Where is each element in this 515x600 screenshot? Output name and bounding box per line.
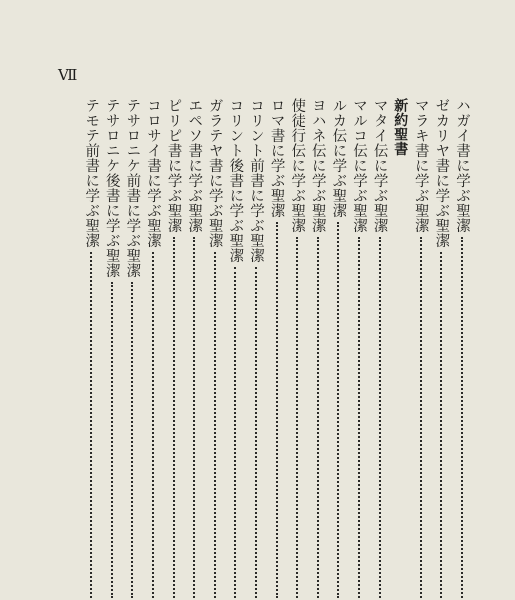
toc-entry-title: テモテ前書に学ぶ聖潔: [83, 98, 100, 248]
toc-entry-title: コリント後書に学ぶ聖潔: [227, 98, 244, 263]
toc-entry: [205, 98, 225, 598]
dot-leader: [276, 222, 278, 598]
toc-entry-title: ガラテヤ書に学ぶ聖潔: [206, 98, 223, 248]
toc-entry: [122, 98, 142, 598]
dot-leader: [111, 282, 113, 598]
toc-entry: [411, 98, 431, 598]
toc-entry-title: ルカ伝に学ぶ聖潔: [330, 98, 347, 218]
toc-entry: [81, 98, 101, 598]
table-of-contents: [0, 98, 515, 598]
toc-entry: [267, 98, 287, 598]
toc-entry-title: マラキ書に学ぶ聖潔: [412, 98, 429, 233]
toc-entry-title: ハガイ書に学ぶ聖潔: [454, 98, 470, 233]
dot-leader: [131, 282, 133, 598]
toc-entry: [184, 98, 204, 598]
toc-entry-title: ロマ書に学ぶ聖潔: [268, 98, 285, 218]
toc-entry-title: コリント前書に学ぶ聖潔: [248, 98, 264, 263]
toc-entry-title: コロサイ書に学ぶ聖潔: [145, 98, 161, 248]
dot-leader: [193, 237, 195, 598]
toc-entry-title: テサロニケ前書に学ぶ聖潔: [124, 98, 141, 278]
dot-leader: [461, 237, 463, 598]
section-heading-title: 新約聖書: [392, 98, 409, 156]
toc-entry: [102, 98, 122, 598]
page-number: Ⅶ: [58, 68, 79, 84]
toc-entry: [246, 98, 266, 598]
toc-entry-title: ヨハネ伝に学ぶ聖潔: [309, 98, 326, 233]
toc-entry: [164, 98, 184, 598]
toc-entry: [349, 98, 369, 598]
toc-entry: [225, 98, 245, 598]
dot-leader: [337, 222, 339, 598]
toc-entry: [143, 98, 163, 598]
toc-entry: [370, 98, 390, 598]
toc-entry: [452, 98, 472, 598]
toc-entry-title: ゼカリヤ書に学ぶ聖潔: [433, 98, 450, 248]
toc-entry: [431, 98, 451, 598]
dot-leader: [90, 252, 92, 598]
toc-entry-title: マタイ伝に学ぶ聖潔: [371, 98, 388, 233]
dot-leader: [152, 252, 154, 598]
dot-leader: [296, 237, 298, 598]
toc-entry-title: マルコ伝に学ぶ聖潔: [351, 98, 367, 233]
dot-leader: [317, 237, 319, 598]
section-heading: [390, 98, 410, 598]
dot-leader: [234, 267, 236, 598]
dot-leader: [173, 237, 175, 598]
dot-leader: [255, 267, 257, 598]
toc-entry-title: エペソ書に学ぶ聖潔: [186, 98, 203, 233]
toc-entry: [308, 98, 328, 598]
toc-entry: [287, 98, 307, 598]
toc-entry-title: テサロニケ後書に学ぶ聖潔: [103, 98, 120, 278]
dot-leader: [214, 252, 216, 598]
toc-entry-title: 使徒行伝に学ぶ聖潔: [289, 98, 306, 233]
dot-leader: [358, 237, 360, 598]
dot-leader: [379, 237, 381, 598]
toc-entry-title: ピリピ書に学ぶ聖潔: [165, 98, 182, 233]
dot-leader: [440, 252, 442, 598]
toc-entry: [328, 98, 348, 598]
dot-leader: [420, 237, 422, 598]
